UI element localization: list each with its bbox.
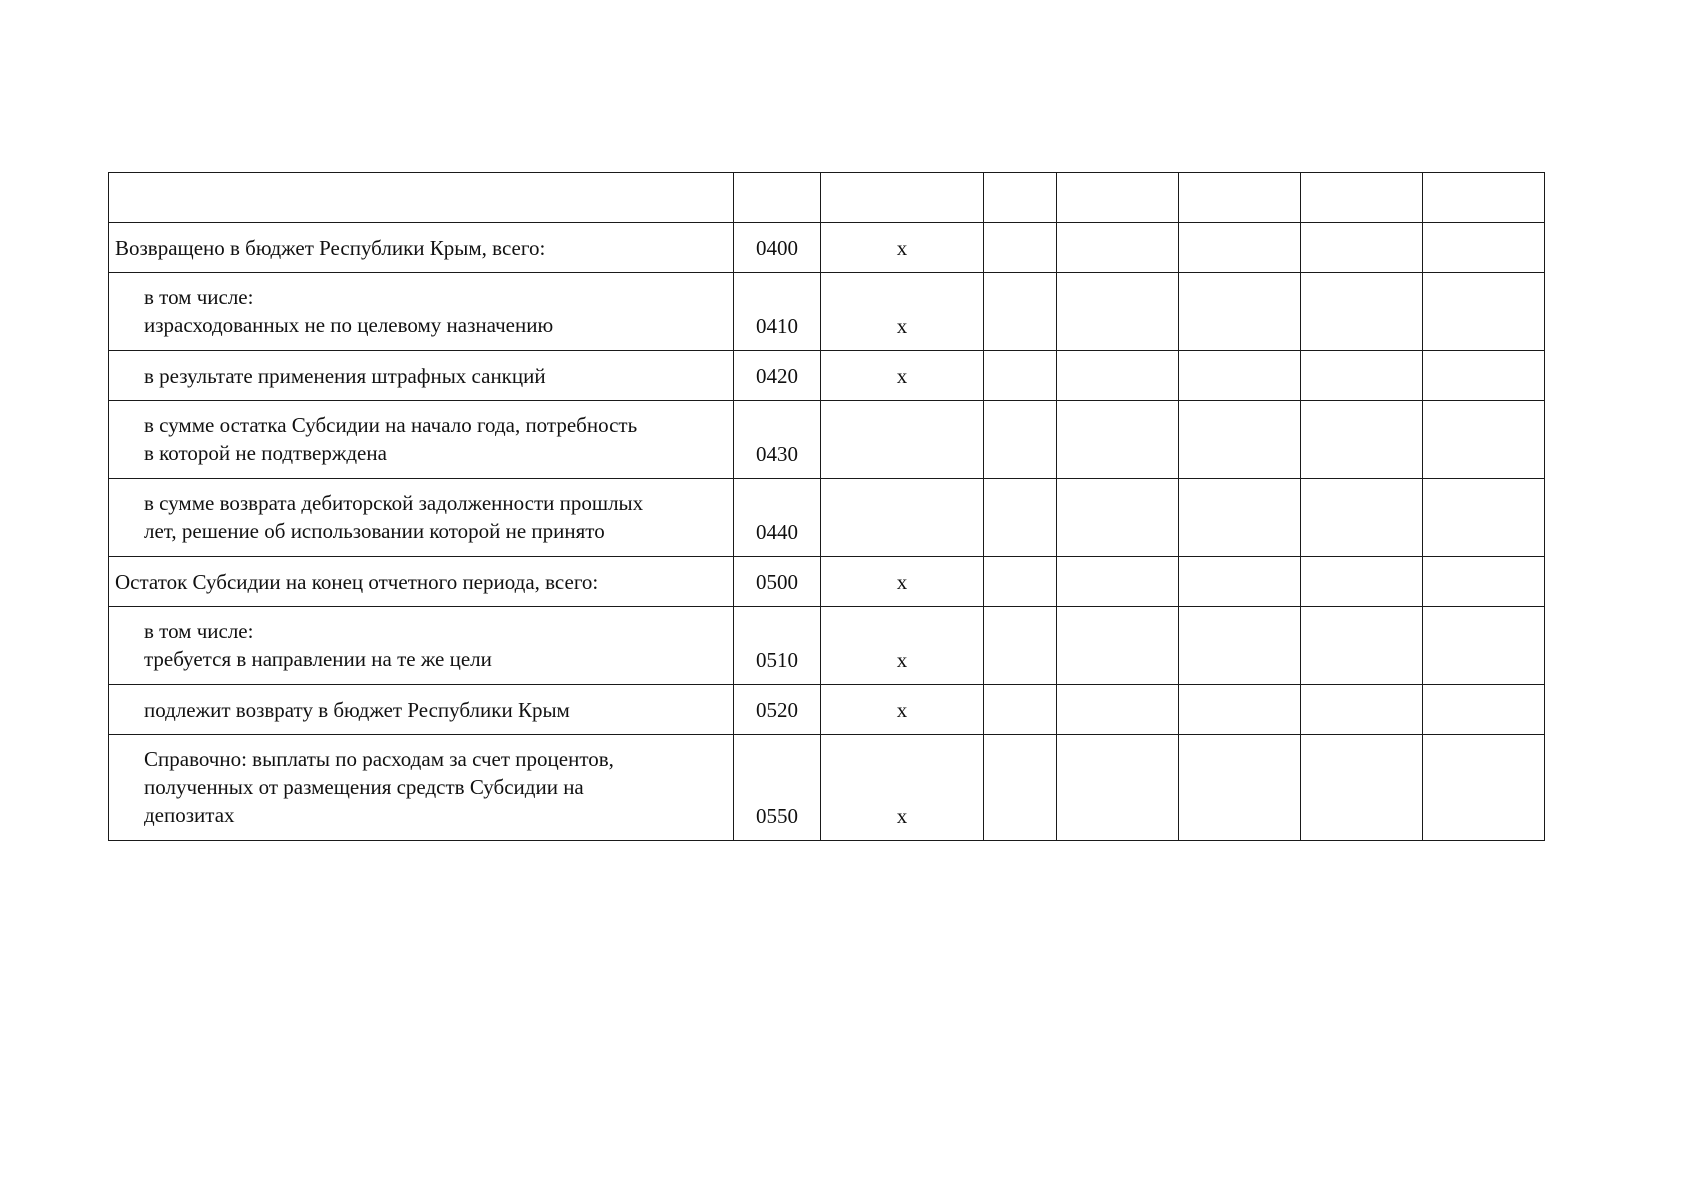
header-cell-2 <box>1057 173 1179 223</box>
data-cell <box>1423 479 1545 557</box>
data-cell <box>1179 479 1301 557</box>
data-cell <box>1057 401 1179 479</box>
table-row <box>109 735 1545 841</box>
table-row <box>109 607 1545 685</box>
data-cell <box>1179 557 1301 607</box>
data-cell <box>984 401 1057 479</box>
data-cell <box>984 223 1057 273</box>
row-name <box>109 351 734 401</box>
row-name-line: в результате применения штрафных санкций <box>144 363 546 388</box>
row-name-line: депозитах <box>144 803 235 827</box>
row-name-line: Остаток Субсидии на конец отчетного периода, всего: <box>115 569 599 594</box>
table-row <box>109 685 1545 735</box>
data-cell <box>1057 735 1179 841</box>
data-cell <box>1057 685 1179 735</box>
header-cell-3 <box>1179 173 1301 223</box>
row-name <box>109 401 734 479</box>
data-cell <box>1301 273 1423 351</box>
data-cell <box>984 685 1057 735</box>
row-x-mark: x <box>821 223 984 273</box>
data-cell <box>1301 735 1423 841</box>
data-cell <box>1301 351 1423 401</box>
table-row <box>109 351 1545 401</box>
row-x-mark: x <box>821 735 984 841</box>
row-code: 0520 <box>734 685 821 735</box>
row-name <box>109 273 734 351</box>
data-cell <box>1301 685 1423 735</box>
data-cell <box>1179 685 1301 735</box>
data-cell <box>984 607 1057 685</box>
header-cell-name <box>109 173 734 223</box>
data-cell <box>1423 557 1545 607</box>
data-cell <box>1423 735 1545 841</box>
table-row <box>109 479 1545 557</box>
data-cell <box>1179 735 1301 841</box>
data-cell <box>984 273 1057 351</box>
data-cell <box>1057 223 1179 273</box>
data-cell <box>1057 557 1179 607</box>
data-cell <box>1057 607 1179 685</box>
row-code: 0410 <box>734 273 821 351</box>
data-cell <box>1301 223 1423 273</box>
data-cell <box>1423 685 1545 735</box>
row-x-mark: x <box>821 351 984 401</box>
row-x-mark: x <box>821 557 984 607</box>
row-x-mark: x <box>821 607 984 685</box>
data-cell <box>984 557 1057 607</box>
row-name-line: лет, решение об использовании которой не принято <box>144 519 605 543</box>
row-name-line: израсходованных не по целевому назначению <box>144 313 554 337</box>
data-cell <box>1423 607 1545 685</box>
row-name-line: полученных от размещения средств Субсидии на <box>144 775 584 799</box>
row-code: 0440 <box>734 479 821 557</box>
report-table <box>108 172 1545 841</box>
data-cell <box>984 735 1057 841</box>
data-cell <box>1179 223 1301 273</box>
data-cell <box>984 351 1057 401</box>
row-name-line: в которой не подтверждена <box>144 441 387 465</box>
row-name <box>109 607 734 685</box>
row-code: 0420 <box>734 351 821 401</box>
row-code: 0550 <box>734 735 821 841</box>
data-cell <box>1179 401 1301 479</box>
data-cell <box>1423 223 1545 273</box>
row-name-line: в том числе: <box>144 285 254 309</box>
row-name-line: в том числе: <box>144 619 254 643</box>
table-header-row <box>109 173 1545 223</box>
data-cell <box>1057 479 1179 557</box>
row-name-line: в сумме остатка Субсидии на начало года, потребность <box>144 413 638 437</box>
data-cell <box>1179 351 1301 401</box>
header-cell-x <box>821 173 984 223</box>
row-name-line: в сумме возврата дебиторской задолженности прошлых <box>144 491 644 515</box>
row-name-line: подлежит возврату в бюджет Республики Крым <box>144 697 570 722</box>
row-x-mark: x <box>821 273 984 351</box>
row-name <box>109 735 734 841</box>
row-name-line: Возвращено в бюджет Республики Крым, всего: <box>115 235 546 260</box>
data-cell <box>1423 401 1545 479</box>
data-cell <box>1301 607 1423 685</box>
header-cell-5 <box>1423 173 1545 223</box>
table-row <box>109 401 1545 479</box>
data-cell <box>1057 351 1179 401</box>
row-code: 0510 <box>734 607 821 685</box>
row-code: 0500 <box>734 557 821 607</box>
row-x-mark <box>821 479 984 557</box>
header-cell-code <box>734 173 821 223</box>
data-cell <box>1179 607 1301 685</box>
row-code: 0430 <box>734 401 821 479</box>
row-name <box>109 685 734 735</box>
row-name-line: требуется в направлении на те же цели <box>144 647 492 671</box>
row-name <box>109 557 734 607</box>
data-cell <box>1179 273 1301 351</box>
table-row <box>109 273 1545 351</box>
data-cell <box>1301 401 1423 479</box>
table-row <box>109 557 1545 607</box>
row-code: 0400 <box>734 223 821 273</box>
data-cell <box>1301 557 1423 607</box>
data-cell <box>1301 479 1423 557</box>
table-row <box>109 223 1545 273</box>
row-name <box>109 479 734 557</box>
data-cell <box>1423 273 1545 351</box>
data-cell <box>984 479 1057 557</box>
row-x-mark <box>821 401 984 479</box>
row-x-mark: x <box>821 685 984 735</box>
row-name-line: Справочно: выплаты по расходам за счет процентов, <box>144 747 614 771</box>
row-name <box>109 223 734 273</box>
header-cell-1 <box>984 173 1057 223</box>
data-cell <box>1057 273 1179 351</box>
data-cell <box>1423 351 1545 401</box>
header-cell-4 <box>1301 173 1423 223</box>
